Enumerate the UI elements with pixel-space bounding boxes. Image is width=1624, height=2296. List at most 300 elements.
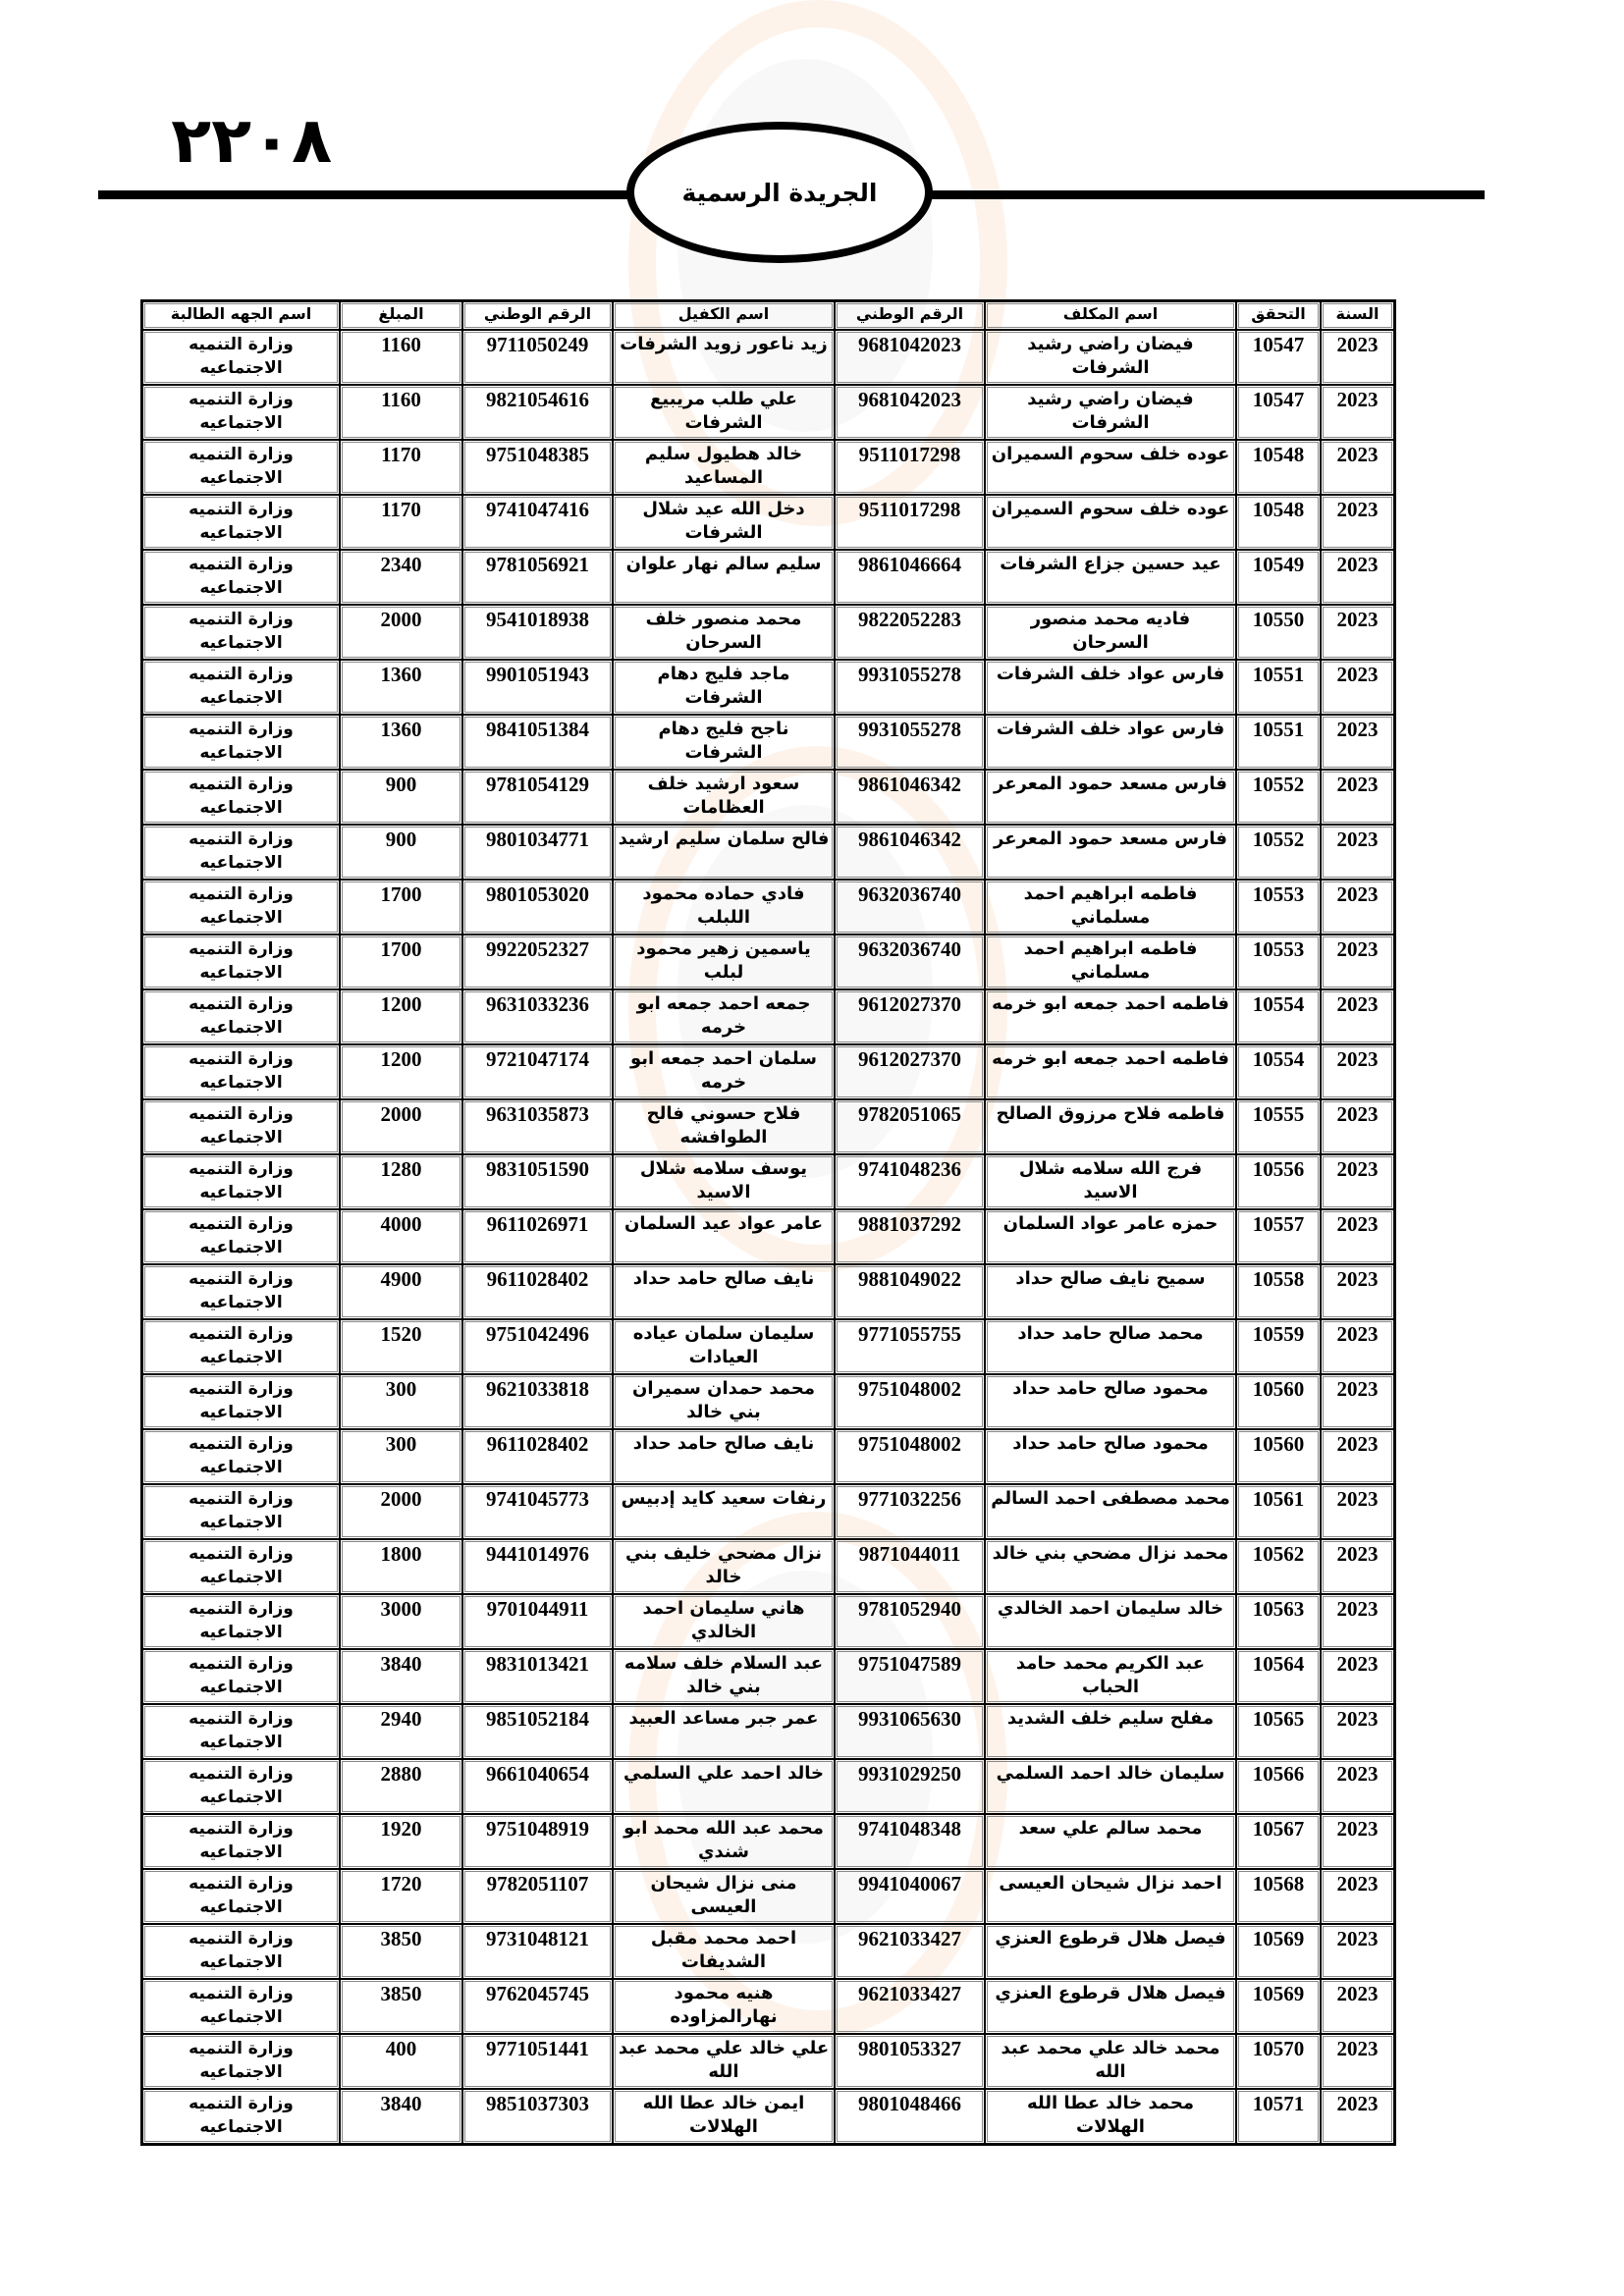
verification-cell: 10560: [1236, 1374, 1321, 1429]
table-row: [142, 330, 1394, 385]
assignee-name-cell: احمد نزال شيحان العيسى: [985, 1869, 1236, 1924]
guarantor-name-cell: دخل الله عيد شلال الشرفات: [613, 495, 835, 550]
guarantor-name-cell: محمد منصور خلف السرحان: [613, 605, 835, 660]
table-row: [142, 934, 1394, 989]
assignee-name-cell: عيد حسين جزاع الشرفات: [985, 550, 1236, 605]
assignee-id-cell: 9511017298: [835, 495, 985, 550]
guarantor-id-cell: 9801034771: [462, 825, 613, 880]
guarantor-id-cell: 9851037303: [462, 2089, 613, 2144]
column-header-assignee-name: اسم المكلف: [985, 301, 1236, 330]
verification-cell: 10568: [1236, 1869, 1321, 1924]
gazette-title: الجريدة الرسمية: [681, 178, 878, 207]
assignee-name-cell: محمد نزال مضحي بني خالد: [985, 1539, 1236, 1594]
requesting-party-cell: وزارة التنميه الاجتماعيه: [142, 1869, 340, 1924]
amount-cell: 3840: [340, 2089, 462, 2144]
verification-cell: 10566: [1236, 1759, 1321, 1814]
guarantor-name-cell: علي خالد علي محمد عبد الله: [613, 2034, 835, 2089]
year-cell: 2023: [1321, 1649, 1394, 1704]
assignee-id-cell: 9741048236: [835, 1154, 985, 1209]
table-row: [142, 1374, 1394, 1429]
requesting-party-cell: وزارة التنميه الاجتماعيه: [142, 1649, 340, 1704]
verification-cell: 10559: [1236, 1319, 1321, 1374]
table-row: [142, 1319, 1394, 1374]
year-cell: 2023: [1321, 715, 1394, 770]
guarantor-name-cell: هاني سليمان احمد الخالدي: [613, 1594, 835, 1649]
verification-cell: 10554: [1236, 989, 1321, 1044]
assignee-name-cell: فاطمه احمد جمعه ابو خرمه: [985, 989, 1236, 1044]
guarantor-name-cell: هنيه محمود نهارالمزاوده: [613, 1979, 835, 2034]
assignee-id-cell: 9781052940: [835, 1594, 985, 1649]
table-row: [142, 1704, 1394, 1759]
amount-cell: 3850: [340, 1979, 462, 2034]
year-cell: 2023: [1321, 495, 1394, 550]
requesting-party-cell: وزارة التنميه الاجتماعيه: [142, 934, 340, 989]
assignee-name-cell: فرج الله سلامه شلال الاسيد: [985, 1154, 1236, 1209]
guarantor-id-cell: 9771051441: [462, 2034, 613, 2089]
assignee-name-cell: محمود صالح حامد حداد: [985, 1429, 1236, 1484]
requesting-party-cell: وزارة التنميه الاجتماعيه: [142, 2034, 340, 2089]
table-row: [142, 989, 1394, 1044]
assignee-name-cell: محمود صالح حامد حداد: [985, 1374, 1236, 1429]
guarantor-id-cell: 9541018938: [462, 605, 613, 660]
year-cell: 2023: [1321, 2034, 1394, 2089]
table-row: [142, 1484, 1394, 1539]
assignee-id-cell: 9881037292: [835, 1209, 985, 1264]
assignee-id-cell: 9621033427: [835, 1924, 985, 1979]
amount-cell: 4900: [340, 1264, 462, 1319]
assignee-name-cell: فيضان راضي رشيد الشرفات: [985, 385, 1236, 440]
amount-cell: 1280: [340, 1154, 462, 1209]
year-cell: 2023: [1321, 1209, 1394, 1264]
table-row: [142, 1264, 1394, 1319]
year-cell: 2023: [1321, 1704, 1394, 1759]
assignee-id-cell: 9931055278: [835, 660, 985, 715]
assignee-id-cell: 9871044011: [835, 1539, 985, 1594]
guarantor-id-cell: 9751048919: [462, 1814, 613, 1869]
column-header-verification: التحقق: [1236, 301, 1321, 330]
amount-cell: 2940: [340, 1704, 462, 1759]
assignee-id-cell: 9751048002: [835, 1374, 985, 1429]
guarantor-name-cell: عمر جبر مساعد العبيد: [613, 1704, 835, 1759]
requesting-party-cell: وزارة التنميه الاجتماعيه: [142, 989, 340, 1044]
year-cell: 2023: [1321, 1319, 1394, 1374]
year-cell: 2023: [1321, 1539, 1394, 1594]
assignee-name-cell: عبد الكريم محمد حامد الحباب: [985, 1649, 1236, 1704]
table-row: [142, 880, 1394, 934]
assignee-name-cell: سليمان خالد احمد السلمي: [985, 1759, 1236, 1814]
requesting-party-cell: وزارة التنميه الاجتماعيه: [142, 440, 340, 495]
amount-cell: 3840: [340, 1649, 462, 1704]
assignee-name-cell: فاطمه فلاح مرزوق الصالح: [985, 1099, 1236, 1154]
requesting-party-cell: وزارة التنميه الاجتماعيه: [142, 1099, 340, 1154]
assignee-id-cell: 9632036740: [835, 880, 985, 934]
assignee-name-cell: خالد سليمان احمد الخالدي: [985, 1594, 1236, 1649]
requesting-party-cell: وزارة التنميه الاجتماعيه: [142, 495, 340, 550]
verification-cell: 10569: [1236, 1979, 1321, 2034]
table-row: [142, 440, 1394, 495]
guarantor-id-cell: 9781056921: [462, 550, 613, 605]
amount-cell: 1520: [340, 1319, 462, 1374]
table-row: [142, 1924, 1394, 1979]
guarantor-id-cell: 9611026971: [462, 1209, 613, 1264]
guarantor-name-cell: خالد احمد علي السلمي: [613, 1759, 835, 1814]
year-cell: 2023: [1321, 1979, 1394, 2034]
assignee-id-cell: 9822052283: [835, 605, 985, 660]
guarantor-name-cell: يوسف سلامه شلال الاسيد: [613, 1154, 835, 1209]
table-row: [142, 660, 1394, 715]
assignee-id-cell: 9681042023: [835, 330, 985, 385]
requesting-party-cell: وزارة التنميه الاجتماعيه: [142, 1374, 340, 1429]
year-cell: 2023: [1321, 880, 1394, 934]
guarantor-id-cell: 9901051943: [462, 660, 613, 715]
amount-cell: 1200: [340, 1044, 462, 1099]
year-cell: 2023: [1321, 1759, 1394, 1814]
assignee-name-cell: مفلح سليم خلف الشديد: [985, 1704, 1236, 1759]
guarantor-name-cell: نايف صالح حامد حداد: [613, 1264, 835, 1319]
requesting-party-cell: وزارة التنميه الاجتماعيه: [142, 330, 340, 385]
assignee-id-cell: 9861046664: [835, 550, 985, 605]
guarantor-id-cell: 9631033236: [462, 989, 613, 1044]
guarantor-name-cell: فالح سلمان سليم ارشيد: [613, 825, 835, 880]
table-row: [142, 1099, 1394, 1154]
amount-cell: 1170: [340, 440, 462, 495]
guarantor-name-cell: نايف صالح حامد حداد: [613, 1429, 835, 1484]
amount-cell: 2340: [340, 550, 462, 605]
assignee-name-cell: فارس عواد خلف الشرفات: [985, 660, 1236, 715]
guarantor-name-cell: ماجد فليج دهام الشرفات: [613, 660, 835, 715]
assignee-name-cell: محمد صالح حامد حداد: [985, 1319, 1236, 1374]
guarantor-name-cell: سعود ارشيد خلف العظامات: [613, 770, 835, 825]
assignee-id-cell: 9621033427: [835, 1979, 985, 2034]
guarantor-name-cell: محمد حمدان سميران بني خالد: [613, 1374, 835, 1429]
amount-cell: 1160: [340, 385, 462, 440]
year-cell: 2023: [1321, 385, 1394, 440]
verification-cell: 10569: [1236, 1924, 1321, 1979]
table-row: [142, 1979, 1394, 2034]
guarantor-id-cell: 9741047416: [462, 495, 613, 550]
assignee-id-cell: 9681042023: [835, 385, 985, 440]
year-cell: 2023: [1321, 440, 1394, 495]
assignee-name-cell: فارس مسعد حمود المعرعر: [985, 825, 1236, 880]
year-cell: 2023: [1321, 1264, 1394, 1319]
verification-cell: 10553: [1236, 934, 1321, 989]
guarantor-name-cell: منى نزال شيحان العيسى: [613, 1869, 835, 1924]
year-cell: 2023: [1321, 1044, 1394, 1099]
guarantor-name-cell: خالد هطيول سليم المساعيد: [613, 440, 835, 495]
assignee-name-cell: فاطمه ابراهيم احمد مسلماني: [985, 934, 1236, 989]
assignee-name-cell: محمد مصطفى احمد السالم: [985, 1484, 1236, 1539]
table-row: [142, 1869, 1394, 1924]
guarantor-name-cell: ايمن خالد عطا الله الهلالات: [613, 2089, 835, 2144]
assignee-id-cell: 9511017298: [835, 440, 985, 495]
assignee-name-cell: عوده خلف سحوم السميران: [985, 440, 1236, 495]
verification-cell: 10552: [1236, 770, 1321, 825]
assignee-name-cell: فاديه محمد منصور السرحان: [985, 605, 1236, 660]
table-row: [142, 1814, 1394, 1869]
requesting-party-cell: وزارة التنميه الاجتماعيه: [142, 1209, 340, 1264]
amount-cell: 3000: [340, 1594, 462, 1649]
assignee-id-cell: 9801053327: [835, 2034, 985, 2089]
guarantor-id-cell: 9631035873: [462, 1099, 613, 1154]
verification-cell: 10561: [1236, 1484, 1321, 1539]
verification-cell: 10558: [1236, 1264, 1321, 1319]
requesting-party-cell: وزارة التنميه الاجتماعيه: [142, 880, 340, 934]
year-cell: 2023: [1321, 1154, 1394, 1209]
requesting-party-cell: وزارة التنميه الاجتماعيه: [142, 1484, 340, 1539]
assignee-id-cell: 9861046342: [835, 770, 985, 825]
guarantor-id-cell: 9831013421: [462, 1649, 613, 1704]
assignee-name-cell: محمد خالد عطا الله الهلالات: [985, 2089, 1236, 2144]
year-cell: 2023: [1321, 1814, 1394, 1869]
table-row: [142, 1759, 1394, 1814]
guarantor-name-cell: ياسمين زهير محمود لبلب: [613, 934, 835, 989]
table-row: [142, 825, 1394, 880]
table-row: [142, 495, 1394, 550]
table-row: [142, 715, 1394, 770]
assignee-name-cell: فاطمه ابراهيم احمد مسلماني: [985, 880, 1236, 934]
assignee-id-cell: 9741048348: [835, 1814, 985, 1869]
amount-cell: 400: [340, 2034, 462, 2089]
table-row: [142, 1154, 1394, 1209]
amount-cell: 1700: [340, 934, 462, 989]
column-header-amount: المبلغ: [340, 301, 462, 330]
table-row: [142, 1044, 1394, 1099]
column-header-guarantor-id: الرقم الوطني: [462, 301, 613, 330]
year-cell: 2023: [1321, 1484, 1394, 1539]
assignee-id-cell: 9771032256: [835, 1484, 985, 1539]
requesting-party-cell: وزارة التنميه الاجتماعيه: [142, 825, 340, 880]
assignee-id-cell: 9612027370: [835, 1044, 985, 1099]
guarantor-id-cell: 9751048385: [462, 440, 613, 495]
data-table-container: [140, 299, 1392, 2146]
requesting-party-cell: وزارة التنميه الاجتماعيه: [142, 605, 340, 660]
amount-cell: 1360: [340, 660, 462, 715]
table-row: [142, 2089, 1394, 2144]
requesting-party-cell: وزارة التنميه الاجتماعيه: [142, 715, 340, 770]
year-cell: 2023: [1321, 1869, 1394, 1924]
verification-cell: 10549: [1236, 550, 1321, 605]
requesting-party-cell: وزارة التنميه الاجتماعيه: [142, 1594, 340, 1649]
column-header-guarantor-name: اسم الكفيل: [613, 301, 835, 330]
amount-cell: 300: [340, 1374, 462, 1429]
requesting-party-cell: وزارة التنميه الاجتماعيه: [142, 1264, 340, 1319]
guarantor-id-cell: 9611028402: [462, 1429, 613, 1484]
amount-cell: 1200: [340, 989, 462, 1044]
amount-cell: 2000: [340, 605, 462, 660]
year-cell: 2023: [1321, 550, 1394, 605]
assignee-name-cell: فيصل هلال قرطوع العنزي: [985, 1924, 1236, 1979]
guarantor-id-cell: 9751042496: [462, 1319, 613, 1374]
assignee-name-cell: فيصل هلال قرطوع العنزي: [985, 1979, 1236, 2034]
guarantor-name-cell: علي طلب مريبيع الشرفات: [613, 385, 835, 440]
requesting-party-cell: وزارة التنميه الاجتماعيه: [142, 1814, 340, 1869]
table-row: [142, 1649, 1394, 1704]
assignee-name-cell: عوده خلف سحوم السميران: [985, 495, 1236, 550]
assignee-id-cell: 9931029250: [835, 1759, 985, 1814]
amount-cell: 1360: [340, 715, 462, 770]
guarantor-name-cell: نزال مضحي خليف بني خالد: [613, 1539, 835, 1594]
requesting-party-cell: وزارة التنميه الاجتماعيه: [142, 550, 340, 605]
verification-cell: 10548: [1236, 495, 1321, 550]
requesting-party-cell: وزارة التنميه الاجتماعيه: [142, 1759, 340, 1814]
year-cell: 2023: [1321, 1924, 1394, 1979]
page-number: ٢٢٠٨: [171, 105, 333, 178]
guarantor-id-cell: 9831051590: [462, 1154, 613, 1209]
table-row: [142, 2034, 1394, 2089]
year-cell: 2023: [1321, 989, 1394, 1044]
year-cell: 2023: [1321, 605, 1394, 660]
verification-cell: 10560: [1236, 1429, 1321, 1484]
year-cell: 2023: [1321, 1594, 1394, 1649]
guarantor-id-cell: 9711050249: [462, 330, 613, 385]
assignee-id-cell: 9751047589: [835, 1649, 985, 1704]
year-cell: 2023: [1321, 660, 1394, 715]
guarantor-id-cell: 9731048121: [462, 1924, 613, 1979]
column-header-requesting-party: اسم الجهه الطالبة: [142, 301, 340, 330]
table-body: [142, 330, 1394, 2144]
verification-cell: 10552: [1236, 825, 1321, 880]
guarantor-id-cell: 9611028402: [462, 1264, 613, 1319]
requesting-party-cell: وزارة التنميه الاجتماعيه: [142, 385, 340, 440]
amount-cell: 3850: [340, 1924, 462, 1979]
guarantor-id-cell: 9782051107: [462, 1869, 613, 1924]
guarantor-id-cell: 9762045745: [462, 1979, 613, 2034]
table-row: [142, 1539, 1394, 1594]
requesting-party-cell: وزارة التنميه الاجتماعيه: [142, 1154, 340, 1209]
guarantor-id-cell: 9851052184: [462, 1704, 613, 1759]
data-table: [140, 299, 1396, 2146]
verification-cell: 10571: [1236, 2089, 1321, 2144]
amount-cell: 300: [340, 1429, 462, 1484]
assignee-name-cell: محمد خالد علي محمد عبد الله: [985, 2034, 1236, 2089]
amount-cell: 4000: [340, 1209, 462, 1264]
requesting-party-cell: وزارة التنميه الاجتماعيه: [142, 2089, 340, 2144]
guarantor-name-cell: رنفات سعيد كايد إدبيس: [613, 1484, 835, 1539]
verification-cell: 10562: [1236, 1539, 1321, 1594]
amount-cell: 1700: [340, 880, 462, 934]
assignee-id-cell: 9771055755: [835, 1319, 985, 1374]
amount-cell: 2000: [340, 1484, 462, 1539]
verification-cell: 10547: [1236, 385, 1321, 440]
requesting-party-cell: وزارة التنميه الاجتماعيه: [142, 770, 340, 825]
assignee-name-cell: فارس عواد خلف الشرفات: [985, 715, 1236, 770]
guarantor-id-cell: 9781054129: [462, 770, 613, 825]
guarantor-id-cell: 9621033818: [462, 1374, 613, 1429]
requesting-party-cell: وزارة التنميه الاجتماعيه: [142, 1979, 340, 2034]
amount-cell: 1720: [340, 1869, 462, 1924]
assignee-name-cell: محمد سالم علي سعد: [985, 1814, 1236, 1869]
guarantor-id-cell: 9661040654: [462, 1759, 613, 1814]
assignee-id-cell: 9881049022: [835, 1264, 985, 1319]
table-row: [142, 385, 1394, 440]
verification-cell: 10563: [1236, 1594, 1321, 1649]
year-cell: 2023: [1321, 2089, 1394, 2144]
verification-cell: 10557: [1236, 1209, 1321, 1264]
amount-cell: 900: [340, 770, 462, 825]
year-cell: 2023: [1321, 770, 1394, 825]
table-row: [142, 1209, 1394, 1264]
verification-cell: 10548: [1236, 440, 1321, 495]
verification-cell: 10553: [1236, 880, 1321, 934]
requesting-party-cell: وزارة التنميه الاجتماعيه: [142, 1539, 340, 1594]
verification-cell: 10550: [1236, 605, 1321, 660]
guarantor-name-cell: جمعه احمد جمعه ابو خرمه: [613, 989, 835, 1044]
guarantor-name-cell: سلمان احمد جمعه ابو خرمه: [613, 1044, 835, 1099]
requesting-party-cell: وزارة التنميه الاجتماعيه: [142, 1429, 340, 1484]
amount-cell: 900: [340, 825, 462, 880]
year-cell: 2023: [1321, 1099, 1394, 1154]
guarantor-id-cell: 9821054616: [462, 385, 613, 440]
amount-cell: 2880: [340, 1759, 462, 1814]
guarantor-name-cell: عامر عواد عيد السلمان: [613, 1209, 835, 1264]
requesting-party-cell: وزارة التنميه الاجتماعيه: [142, 1044, 340, 1099]
verification-cell: 10551: [1236, 660, 1321, 715]
guarantor-name-cell: زيد ناعور زويد الشرفات: [613, 330, 835, 385]
guarantor-id-cell: 9441014976: [462, 1539, 613, 1594]
verification-cell: 10565: [1236, 1704, 1321, 1759]
verification-cell: 10555: [1236, 1099, 1321, 1154]
year-cell: 2023: [1321, 330, 1394, 385]
year-cell: 2023: [1321, 825, 1394, 880]
assignee-id-cell: 9861046342: [835, 825, 985, 880]
table-row: [142, 770, 1394, 825]
guarantor-name-cell: فادي حماده محمود اللبلب: [613, 880, 835, 934]
requesting-party-cell: وزارة التنميه الاجتماعيه: [142, 1924, 340, 1979]
verification-cell: 10551: [1236, 715, 1321, 770]
assignee-name-cell: فيضان راضي رشيد الشرفات: [985, 330, 1236, 385]
amount-cell: 2000: [340, 1099, 462, 1154]
table-row: [142, 1594, 1394, 1649]
amount-cell: 1920: [340, 1814, 462, 1869]
assignee-id-cell: 9931055278: [835, 715, 985, 770]
assignee-name-cell: فارس مسعد حمود المعرعر: [985, 770, 1236, 825]
assignee-id-cell: 9801048466: [835, 2089, 985, 2144]
guarantor-id-cell: 9801053020: [462, 880, 613, 934]
requesting-party-cell: وزارة التنميه الاجتماعيه: [142, 1704, 340, 1759]
amount-cell: 1160: [340, 330, 462, 385]
assignee-name-cell: سميح نايف صالح حداد: [985, 1264, 1236, 1319]
amount-cell: 1170: [340, 495, 462, 550]
verification-cell: 10554: [1236, 1044, 1321, 1099]
table-row: [142, 1429, 1394, 1484]
amount-cell: 1800: [340, 1539, 462, 1594]
year-cell: 2023: [1321, 934, 1394, 989]
table-row: [142, 605, 1394, 660]
year-cell: 2023: [1321, 1429, 1394, 1484]
assignee-name-cell: حمزه عامر عواد السلمان: [985, 1209, 1236, 1264]
verification-cell: 10547: [1236, 330, 1321, 385]
gazette-title-badge: [626, 122, 933, 263]
guarantor-id-cell: 9841051384: [462, 715, 613, 770]
guarantor-id-cell: 9701044911: [462, 1594, 613, 1649]
assignee-id-cell: 9941040067: [835, 1869, 985, 1924]
assignee-id-cell: 9632036740: [835, 934, 985, 989]
guarantor-name-cell: سليم سالم نهار علوان: [613, 550, 835, 605]
guarantor-id-cell: 9922052327: [462, 934, 613, 989]
verification-cell: 10567: [1236, 1814, 1321, 1869]
assignee-id-cell: 9931065630: [835, 1704, 985, 1759]
requesting-party-cell: وزارة التنميه الاجتماعيه: [142, 1319, 340, 1374]
guarantor-id-cell: 9741045773: [462, 1484, 613, 1539]
table-header-row: [142, 301, 1394, 330]
column-header-assignee-id: الرقم الوطني: [835, 301, 985, 330]
guarantor-name-cell: محمد عبد الله محمد ابو شندي: [613, 1814, 835, 1869]
verification-cell: 10564: [1236, 1649, 1321, 1704]
column-header-year: السنة: [1321, 301, 1394, 330]
verification-cell: 10556: [1236, 1154, 1321, 1209]
assignee-id-cell: 9782051065: [835, 1099, 985, 1154]
year-cell: 2023: [1321, 1374, 1394, 1429]
